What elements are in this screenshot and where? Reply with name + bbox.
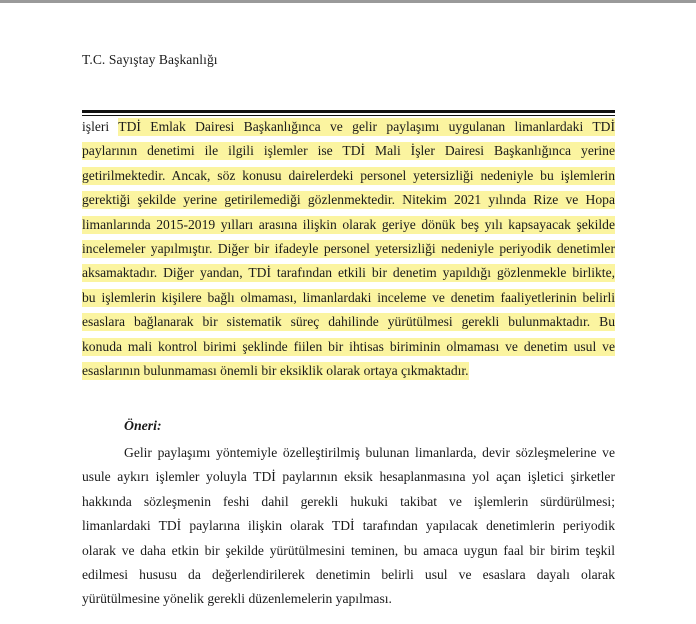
recommendation-line: limanlardaki TDİ paylarına ilişkin olarak TDİ tarafından yapılacak denetimlerin periyodik [82, 518, 615, 534]
highlighted-text: limanlarında 2015-2019 yılları arasına ilişkin olarak geriye dönük beş yılı kapsayacak şekilde [82, 216, 615, 232]
page-header-title: T.C. Sayıştay Başkanlığı [82, 52, 218, 67]
recommendation-line: edilmesi hususu da değerlendirilerek denetimin belirli usul ve esaslara dayalı olarak [82, 566, 615, 582]
recommendation-line: Gelir paylaşımı yöntemiyle özelleştirilmiş bulunan limanlarda, devir sözleşmelerine ve [124, 445, 615, 460]
finding-line [82, 118, 615, 142]
highlighted-text: esaslarının bulunmaması önemli bir eksiklik olarak ortaya çıkmaktadır. [82, 362, 469, 378]
finding-line [82, 216, 615, 240]
highlighted-text: paylarının denetimi ile ilgili işlemler ise TDİ Mali İşler Dairesi Başkanlığınca yerine [82, 143, 615, 159]
highlighted-text: TDİ Emlak Dairesi Başkanlığınca ve gelir paylaşımı uygulanan limanlardaki TDİ [118, 119, 615, 134]
finding-line [82, 167, 615, 191]
finding-line [82, 313, 615, 337]
recommendation-paragraph [82, 444, 615, 615]
highlighted-text: esaslara bağlanarak bir sistematik süreç dahilinde yürütülmesi gerekli bulunmaktadır. Bu [82, 314, 615, 330]
finding-line [82, 289, 615, 313]
highlighted-text: incelemeler yapılmıştır. Diğer bir ifadeyle personel yetersizliği nedeniyle periyodik denetimler [82, 240, 615, 256]
highlighted-text: getirilmektedir. Ancak, söz konusu dairelerdeki personel yetersizliği nedeniyle bu işlemlerin [82, 167, 615, 183]
finding-line [82, 338, 615, 362]
highlighted-text: bu işlemlerin kişilere bağlı olmaması, limanlardaki inceleme ve denetim faaliyetlerinin belirli [82, 289, 615, 305]
finding-line [82, 191, 615, 215]
header-rule-thin [82, 115, 615, 116]
recommendation-heading: Öneri: [124, 418, 162, 433]
recommendation-line: yürütülmesine yönelik gerekli düzenlemelerin yapılması. [82, 591, 392, 607]
header-rule-thick [82, 110, 615, 113]
highlighted-text: aksamaktadır. Diğer yandan, TDİ tarafından etkili bir denetim yapıldığı gözlenmekle birlikte, [82, 265, 615, 281]
finding-line [82, 240, 615, 264]
finding-line [82, 362, 615, 386]
page-top-edge [0, 0, 696, 3]
finding-lead-text: işleri [82, 119, 119, 134]
recommendation-line: olarak ve daha etkin bir şekilde yürütülmesini teminen, bu amaca uygun faal bir birim teşkil [82, 542, 615, 558]
highlighted-text: gerektiği şekilde yerine getirilemediği gözlenmektedir. Nitekim 2021 yılında Rize ve Hopa [82, 192, 615, 208]
highlighted-text: konuda mali kontrol birimi şeklinde fiilen bir ihtisas biriminin olmaması ve denetim usul ve [82, 338, 615, 354]
finding-line [82, 264, 615, 288]
recommendation-line: hakkında sözleşmenin feshi dahil gerekli hukuki takibat ve işlemlerin sürdürülmesi; [82, 493, 615, 509]
finding-paragraph [82, 118, 615, 386]
finding-line [82, 142, 615, 166]
recommendation-line: usule aykırı işlemler yoluyla TDİ paylarının eksik hesaplanmasına yol açan işletici şirketler [82, 469, 615, 485]
